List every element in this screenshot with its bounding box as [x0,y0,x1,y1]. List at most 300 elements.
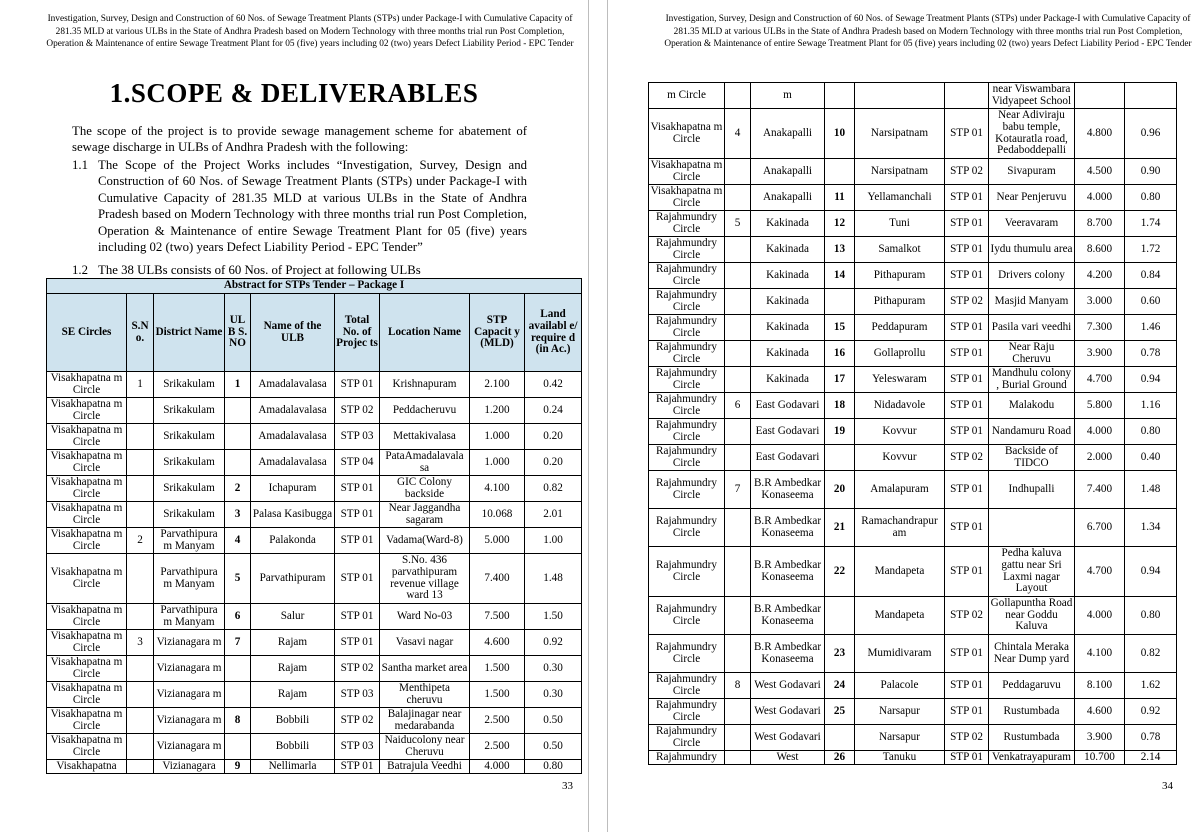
table-cell: STP 01 [945,673,989,699]
table-cell: 0.42 [525,372,582,398]
table-cell [825,725,855,751]
table-cell: STP 01 [945,635,989,673]
table-cell: 5 [725,211,751,237]
table-cell: 4 [725,109,751,159]
table-cell: 0.84 [1125,263,1177,289]
table-cell: Visakhapatna m Circle [47,708,127,734]
table-cell: 6 [725,393,751,419]
table-cell: Rajam [251,682,335,708]
table-cell [127,604,154,630]
table-cell: STP 01 [335,630,380,656]
table-row [649,159,1177,185]
table-cell [725,263,751,289]
table-cell: Gollaprollu [855,341,945,367]
table-cell: 0.92 [1125,699,1177,725]
table-cell: Pithapuram [855,289,945,315]
table-cell: STP 03 [335,424,380,450]
table-cell: Visakhapatna m Circle [47,424,127,450]
column-header: Land availabl e/ require d (in Ac.) [525,294,582,372]
table-cell: STP 02 [945,289,989,315]
table-cell: 15 [825,315,855,341]
table-cell: m [751,83,825,109]
table-cell [127,760,154,774]
table-row [649,393,1177,419]
table-cell: Pedha kaluva gattu near Sri Laxmi nagar Layout [989,547,1075,597]
running-header: Investigation, Survey, Design and Construction of 60 Nos. of Sewage Treatment Plants (STPs) under Package-I with Cumulative Capacity of 281.35 MLD at various ULBs in the State of Andhra Pradesh based on Modern Technology with three months trial run Post Completion, Operation & Maintenance of entire Sewage Treatment Plant for 05 (five) years including 02 (two) years Defect Liability Period - EPC Tender [664,14,1192,50]
column-header: Total No. of Projec ts [335,294,380,372]
table-cell [825,445,855,471]
column-header: Name of the ULB [251,294,335,372]
table-cell [725,699,751,725]
table-cell: 19 [825,419,855,445]
table-cell: 3 [225,502,251,528]
table-cell [127,554,154,604]
table-cell: Palacole [855,673,945,699]
table-cell: 7.400 [1075,471,1125,509]
table-cell: 1.34 [1125,509,1177,547]
table-cell [725,509,751,547]
table-cell: Amadalavalasa [251,424,335,450]
table-cell: STP 04 [335,450,380,476]
item-text: The 38 ULBs consists of 60 Nos. of Project at following ULBs [98,263,421,277]
table-cell: Peddacheruvu [380,398,470,424]
table-cell [127,424,154,450]
table-cell: 4.000 [1075,185,1125,211]
intro-paragraph: The scope of the project is to provide sewage management scheme for abatement of sewage discharge in ULBs of Andhra Pradesh with the following: [72,124,527,155]
table-cell: STP 01 [335,554,380,604]
page-number-left: 33 [562,780,573,792]
table-cell: 0.50 [525,734,582,760]
table-cell: Visakhapatna m Circle [47,372,127,398]
table-cell: 2.500 [470,734,525,760]
table-cell: Rajahmundry Circle [649,315,725,341]
table-cell: Rajahmundry Circle [649,471,725,509]
table-cell: Sivapuram [989,159,1075,185]
table-cell: 16 [825,341,855,367]
table-cell: 13 [825,237,855,263]
table-cell: Veeravaram [989,211,1075,237]
table-cell: Rustumbada [989,725,1075,751]
table-row [47,682,582,708]
table-cell: 0.90 [1125,159,1177,185]
table-cell: Parvathipura m Manyam [154,604,225,630]
table-cell: STP 01 [335,604,380,630]
table-cell: Rajahmundry Circle [649,237,725,263]
table-cell: Parvathipura m Manyam [154,554,225,604]
table-row [649,315,1177,341]
table-cell: 7.300 [1075,315,1125,341]
table-cell: Rajam [251,656,335,682]
table-cell: Narsapur [855,699,945,725]
table-cell: 0.24 [525,398,582,424]
table-cell [127,708,154,734]
table-cell: 0.20 [525,424,582,450]
table-cell: 0.78 [1125,341,1177,367]
table-cell: STP 01 [945,393,989,419]
table-row [649,211,1177,237]
item-number: 1.1 [72,158,88,172]
table-cell: STP 01 [945,109,989,159]
table-cell: Yellamanchali [855,185,945,211]
table-cell: STP 02 [945,159,989,185]
table-cell: STP 01 [945,263,989,289]
table-cell: Gollapuntha Road near Goddu Kaluva [989,597,1075,635]
table-cell: 4.600 [1075,699,1125,725]
table-cell [725,419,751,445]
table-row [47,476,582,502]
table-cell: 14 [825,263,855,289]
table-cell: STP 01 [945,185,989,211]
table-cell: 10 [825,109,855,159]
table-cell: 0.92 [525,630,582,656]
table-cell: 7.400 [470,554,525,604]
table-cell: Rajahmundry Circle [649,635,725,673]
table-cell [725,635,751,673]
table-cell: GIC Colony backside [380,476,470,502]
table-caption: Abstract for STPs Tender – Package I [47,279,582,294]
table-cell: Visakhapatna m Circle [649,109,725,159]
table-cell: B.R Ambedkar Konaseema [751,547,825,597]
table-cell: Venkatrayapuram [989,751,1075,765]
table-row [649,699,1177,725]
table-cell: 0.94 [1125,367,1177,393]
table-cell: Parvathipura m Manyam [154,528,225,554]
table-cell: Visakhapatna m Circle [47,528,127,554]
table-cell: 1.46 [1125,315,1177,341]
table-cell [127,450,154,476]
table-cell: Tuni [855,211,945,237]
table-cell: Kakinada [751,211,825,237]
table-cell: B.R Ambedkar Konaseema [751,509,825,547]
table-row [47,528,582,554]
table-cell: Ward No-03 [380,604,470,630]
table-cell: Santha market area [380,656,470,682]
table-cell: Ichapuram [251,476,335,502]
table-cell: Mandapeta [855,547,945,597]
table-cell: 2.500 [470,708,525,734]
table-row [47,656,582,682]
table-cell: 5.800 [1075,393,1125,419]
table-cell: Amadalavalasa [251,372,335,398]
table-cell: Amadalavalasa [251,398,335,424]
table-cell: Kakinada [751,315,825,341]
table-cell: STP 03 [335,734,380,760]
stp-table-left [46,278,582,774]
table-cell: STP 02 [945,725,989,751]
table-cell: PataAmadalavala sa [380,450,470,476]
table-cell: Rajahmundry Circle [649,725,725,751]
table-cell: 3 [127,630,154,656]
table-cell [725,597,751,635]
table-row [649,471,1177,509]
table-row [47,424,582,450]
table-cell: Mandhulu colony , Burial Ground [989,367,1075,393]
table-cell: East Godavari [751,393,825,419]
table-cell: Malakodu [989,393,1075,419]
table-cell: Palakonda [251,528,335,554]
table-cell: Kakinada [751,263,825,289]
table-cell: S.No. 436 parvathipuram revenue village ward 13 [380,554,470,604]
table-cell: Bobbili [251,734,335,760]
table-row [649,367,1177,393]
table-cell [825,289,855,315]
table-cell: Nidadavole [855,393,945,419]
table-cell: 18 [825,393,855,419]
table-cell: 11 [825,185,855,211]
section-title: 1.SCOPE & DELIVERABLES [109,78,479,108]
table-cell [127,398,154,424]
table-cell: Srikakulam [154,450,225,476]
table-cell: Backside of TIDCO [989,445,1075,471]
table-cell: STP 01 [335,476,380,502]
table-cell: Nandamuru Road [989,419,1075,445]
table-cell: Rajahmundry Circle [649,445,725,471]
table-cell: Kakinada [751,237,825,263]
table-cell: Amalapuram [855,471,945,509]
table-cell [725,341,751,367]
table-cell: STP 01 [945,237,989,263]
table-row [47,708,582,734]
table-row [47,398,582,424]
table-row [649,597,1177,635]
table-cell: Tanuku [855,751,945,765]
table-cell: 25 [825,699,855,725]
table-cell: Kakinada [751,341,825,367]
table-cell: 0.80 [525,760,582,774]
table-cell: 4.500 [1075,159,1125,185]
table-cell: Visakhapatna m Circle [649,159,725,185]
column-header: S.N o. [127,294,154,372]
table-row [649,237,1177,263]
table-cell: STP 01 [335,760,380,774]
table-row [649,445,1177,471]
table-cell: Mettakivalasa [380,424,470,450]
table-cell [725,725,751,751]
table-cell: Indhupalli [989,471,1075,509]
table-cell [725,237,751,263]
table-cell: STP 01 [945,471,989,509]
table-cell: 4.600 [470,630,525,656]
table-cell: 0.30 [525,682,582,708]
table-cell: Vizianagara m [154,656,225,682]
table-cell [945,83,989,109]
table-cell: Srikakulam [154,372,225,398]
table-cell: STP 01 [945,419,989,445]
table-row [649,673,1177,699]
table-cell [989,509,1075,547]
table-cell: 0.94 [1125,547,1177,597]
column-header: District Name [154,294,225,372]
table-cell: 0.82 [1125,635,1177,673]
table-cell: 2.14 [1125,751,1177,765]
table-cell [127,734,154,760]
table-cell: 1 [225,372,251,398]
table-cell [725,289,751,315]
table-cell: 22 [825,547,855,597]
table-cell: STP 01 [335,528,380,554]
table-cell [127,682,154,708]
table-cell: Vizianagara [154,760,225,774]
table-cell: Vasavi nagar [380,630,470,656]
table-cell [725,751,751,765]
table-cell: STP 02 [335,708,380,734]
table-row [47,372,582,398]
table-cell [725,159,751,185]
table-cell: 1 [127,372,154,398]
table-cell: Rajahmundry Circle [649,547,725,597]
table-cell: Ramachandrapur am [855,509,945,547]
table-row [649,547,1177,597]
table-cell: Palasa Kasibugga [251,502,335,528]
table-cell: 8.100 [1075,673,1125,699]
table-cell: Rajahmundry Circle [649,509,725,547]
table-cell: Visakhapatna m Circle [47,398,127,424]
table-cell: 0.60 [1125,289,1177,315]
table-row [649,635,1177,673]
table-cell: 1.00 [525,528,582,554]
item-text: The Scope of the Project Works includes “Investigation, Survey, Design and Construction of 60 Nos. of Sewage Treatment Plants (STPs) under Package-I with Cumulative Capacity of 281.35 MLD at various ULBs in the State of Andhra Pradesh based on Modern Technology with three months trial run Post Completion, Operation & Maintenance of entire Sewage Treatment Plant for 05 (five) years including 02 (two) years Defect Liability Period - EPC Tender” [98,158,527,255]
table-cell [825,597,855,635]
table-cell: 4.800 [1075,109,1125,159]
table-cell: STP 01 [945,367,989,393]
table-cell: 4.100 [1075,635,1125,673]
table-cell: 1.48 [525,554,582,604]
table-cell: 5.000 [470,528,525,554]
table-cell: B.R Ambedkar Konaseema [751,597,825,635]
table-cell: Iydu thumulu area [989,237,1075,263]
table-cell: Visakhapatna m Circle [47,682,127,708]
table-cell: Near Adiviraju babu temple, Kotauratla road, Pedaboddepalli [989,109,1075,159]
table-cell: Mandapeta [855,597,945,635]
table-cell: Visakhapatna m Circle [47,502,127,528]
table-row [47,450,582,476]
table-cell: Vizianagara m [154,682,225,708]
table-cell: STP 02 [945,445,989,471]
table-cell: Kovvur [855,445,945,471]
table-cell: Rajahmundry Circle [649,289,725,315]
table-cell: 1.16 [1125,393,1177,419]
table-cell [225,682,251,708]
table-cell [225,398,251,424]
table-cell: 8.700 [1075,211,1125,237]
table-cell: 4.000 [470,760,525,774]
table-cell: B.R Ambedkar Konaseema [751,471,825,509]
table-cell: Visakhapatna m Circle [47,604,127,630]
table-cell: Peddagaruvu [989,673,1075,699]
table-cell: 2.100 [470,372,525,398]
table-cell: Pasila vari veedhi [989,315,1075,341]
table-row [649,109,1177,159]
table-row [47,554,582,604]
table-cell: 8.600 [1075,237,1125,263]
table-cell: 3.900 [1075,341,1125,367]
table-cell: Vizianagara m [154,630,225,656]
table-cell: 4.700 [1075,367,1125,393]
table-cell: 9 [225,760,251,774]
table-cell: 3.900 [1075,725,1125,751]
table-cell: Visakhapatna m Circle [47,476,127,502]
column-header: UL B S. NO [225,294,251,372]
table-cell: Naiducolony near Cheruvu [380,734,470,760]
table-cell: 2.01 [525,502,582,528]
table-cell: Vadama(Ward-8) [380,528,470,554]
table-cell: West Godavari [751,725,825,751]
table-cell: 6.700 [1075,509,1125,547]
table-cell: m Circle [649,83,725,109]
table-cell: East Godavari [751,419,825,445]
table-cell: STP 01 [945,509,989,547]
table-cell: Srikakulam [154,502,225,528]
table-cell: 0.80 [1125,185,1177,211]
table-cell: West Godavari [751,673,825,699]
table-cell: STP 02 [945,597,989,635]
table-cell: Rajam [251,630,335,656]
table-cell [1075,83,1125,109]
table-cell: 4.100 [470,476,525,502]
table-cell: 1.62 [1125,673,1177,699]
table-cell: Amadalavalasa [251,450,335,476]
table-cell: Bobbili [251,708,335,734]
table-cell: 4 [225,528,251,554]
table-cell: 2 [127,528,154,554]
table-cell: 3.000 [1075,289,1125,315]
table-cell: STP 01 [335,502,380,528]
table-cell [1125,83,1177,109]
table-cell: 2.000 [1075,445,1125,471]
table-cell: Near Penjeruvu [989,185,1075,211]
table-row [47,734,582,760]
table-cell: Salur [251,604,335,630]
table-cell: 1.500 [470,656,525,682]
table-cell: 1.50 [525,604,582,630]
table-cell: 2 [225,476,251,502]
table-cell: Narsipatnam [855,159,945,185]
table-cell: 1.000 [470,424,525,450]
table-header-row [47,294,582,372]
table-cell: 10.068 [470,502,525,528]
table-row [47,630,582,656]
table-cell: 7 [225,630,251,656]
column-header: Location Name [380,294,470,372]
table-cell: Kakinada [751,289,825,315]
table-cell: STP 03 [335,682,380,708]
table-cell: STP 01 [335,372,380,398]
table-cell: 0.80 [1125,419,1177,445]
table-cell: Krishnapuram [380,372,470,398]
table-cell: 7 [725,471,751,509]
table-cell: STP 01 [945,699,989,725]
table-cell: 0.50 [525,708,582,734]
table-cell: Srikakulam [154,424,225,450]
table-cell: 1.500 [470,682,525,708]
table-cell: 1.72 [1125,237,1177,263]
table-cell [127,656,154,682]
table-cell: 5 [225,554,251,604]
table-row [649,83,1177,109]
table-cell [127,476,154,502]
table-cell: Drivers colony [989,263,1075,289]
table-cell: 0.40 [1125,445,1177,471]
table-cell: Srikakulam [154,476,225,502]
table-cell: Rustumbada [989,699,1075,725]
table-cell: Near Raju Cheruvu [989,341,1075,367]
table-cell: 0.96 [1125,109,1177,159]
table-cell [225,656,251,682]
table-cell [855,83,945,109]
table-cell: Rajahmundry Circle [649,341,725,367]
stp-table-right [648,82,1177,765]
table-row [649,725,1177,751]
